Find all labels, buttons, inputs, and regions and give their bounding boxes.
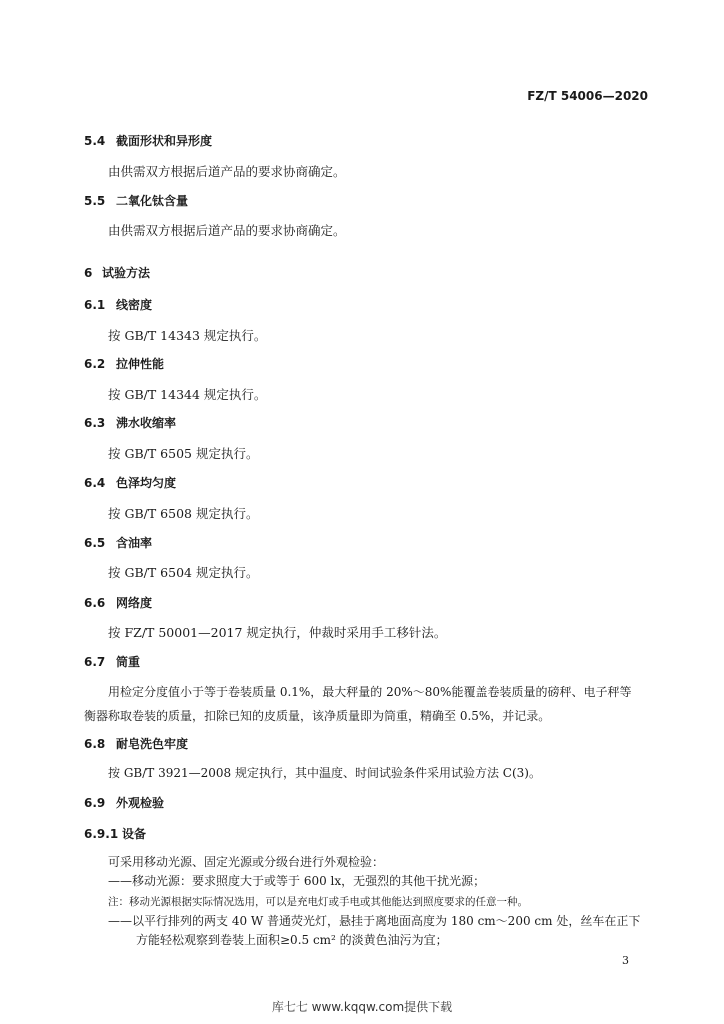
section-heading-6-5 (84, 534, 152, 551)
equipment-item-fluorescent-line1: ——以平行排列的两支 40 W 普通荧光灯，悬挂于离地面高度为 180 cm～200 cm 处，丝车在正下 (108, 914, 641, 928)
section-heading-6-2 (84, 355, 164, 372)
section-title: 色泽均匀度 (116, 476, 177, 490)
section-heading-6 (84, 264, 150, 281)
section-heading-5-5 (84, 192, 188, 209)
section-heading-6-8 (84, 735, 188, 752)
equipment-item-mobile-light: ——移动光源：要求照度大于或等于 600 lx，无强烈的其他干扰光源； (108, 874, 486, 888)
section-number: 5.5 (84, 194, 106, 208)
section-number: 6.7 (84, 655, 106, 669)
section-text-6-2: 按 GB/T 14344 规定执行。 (108, 387, 267, 402)
section-text-6-8: 按 GB/T 3921—2008 规定执行，其中温度、时间试验条件采用试验方法 C(3)。 (108, 766, 541, 780)
section-title: 含油率 (116, 536, 153, 550)
section-text-6-1: 按 GB/T 14343 规定执行。 (108, 328, 267, 343)
section-text-6-3: 按 GB/T 6505 规定执行。 (108, 446, 259, 461)
equipment-note: 注：移动光源根据实际情况选用，可以是充电灯或手电或其他能达到照度要求的任意一种。 (108, 896, 528, 908)
section-number: 6.9.1 (84, 827, 119, 841)
section-number: 6.2 (84, 357, 106, 371)
section-number: 6.4 (84, 476, 106, 490)
equipment-item-fluorescent-line2: 方能轻松观察到卷装上面积≥0.5 cm² 的淡黄色油污为宜； (136, 933, 448, 947)
standard-number: FZ/T 54006—2020 (527, 89, 648, 103)
page-number: 3 (622, 954, 629, 967)
section-title: 设备 (122, 827, 147, 841)
section-number: 6.3 (84, 416, 106, 430)
section-title: 外观检验 (116, 796, 165, 810)
section-title: 耐皂洗色牢度 (116, 737, 189, 751)
section-title: 拉伸性能 (116, 357, 165, 371)
section-heading-6-6 (84, 594, 152, 611)
footer-watermark: 库七七 www.kqqw.com提供下载 (271, 1000, 453, 1014)
section-title: 二氧化钛含量 (116, 194, 189, 208)
section-number: 6.5 (84, 536, 106, 550)
section-title: 线密度 (116, 298, 153, 312)
section-heading-6-4 (84, 474, 176, 491)
section-heading-6-7 (84, 653, 140, 670)
section-title: 试验方法 (102, 266, 151, 280)
section-title: 沸水收缩率 (116, 416, 177, 430)
section-text-6-4: 按 GB/T 6508 规定执行。 (108, 506, 259, 521)
section-text-6-7-line1: 用检定分度值小于等于卷装质量 0.1%，最大秤量的 20%～80%能覆盖卷装质量的磅秤、电子秤等 (108, 685, 632, 699)
section-number: 6.8 (84, 737, 106, 751)
section-number: 6.9 (84, 796, 106, 810)
section-text-6-6: 按 FZ/T 50001—2017 规定执行，仲裁时采用手工移针法。 (108, 625, 447, 640)
section-number: 6.6 (84, 596, 106, 610)
section-heading-5-4 (84, 132, 212, 149)
section-text-6-7-line2: 衡器称取卷装的质量，扣除已知的皮质量，该净质量即为筒重，精确至 0.5%，并记录。 (84, 709, 551, 723)
section-text-6-5: 按 GB/T 6504 规定执行。 (108, 565, 259, 580)
section-heading-6-9 (84, 794, 164, 811)
section-heading-6-1 (84, 296, 152, 313)
section-text-5-4: 由供需双方根据后道产品的要求协商确定。 (108, 164, 346, 179)
section-title: 截面形状和异形度 (116, 134, 213, 148)
section-number: 5.4 (84, 134, 106, 148)
equipment-intro: 可采用移动光源、固定光源或分级台进行外观检验： (108, 855, 385, 869)
section-title: 网络度 (116, 596, 153, 610)
section-title: 筒重 (116, 655, 141, 669)
section-text-5-5: 由供需双方根据后道产品的要求协商确定。 (108, 223, 346, 238)
section-number: 6 (84, 266, 93, 280)
section-heading-6-9-1 (84, 825, 146, 842)
section-heading-6-3 (84, 414, 176, 431)
section-number: 6.1 (84, 298, 106, 312)
